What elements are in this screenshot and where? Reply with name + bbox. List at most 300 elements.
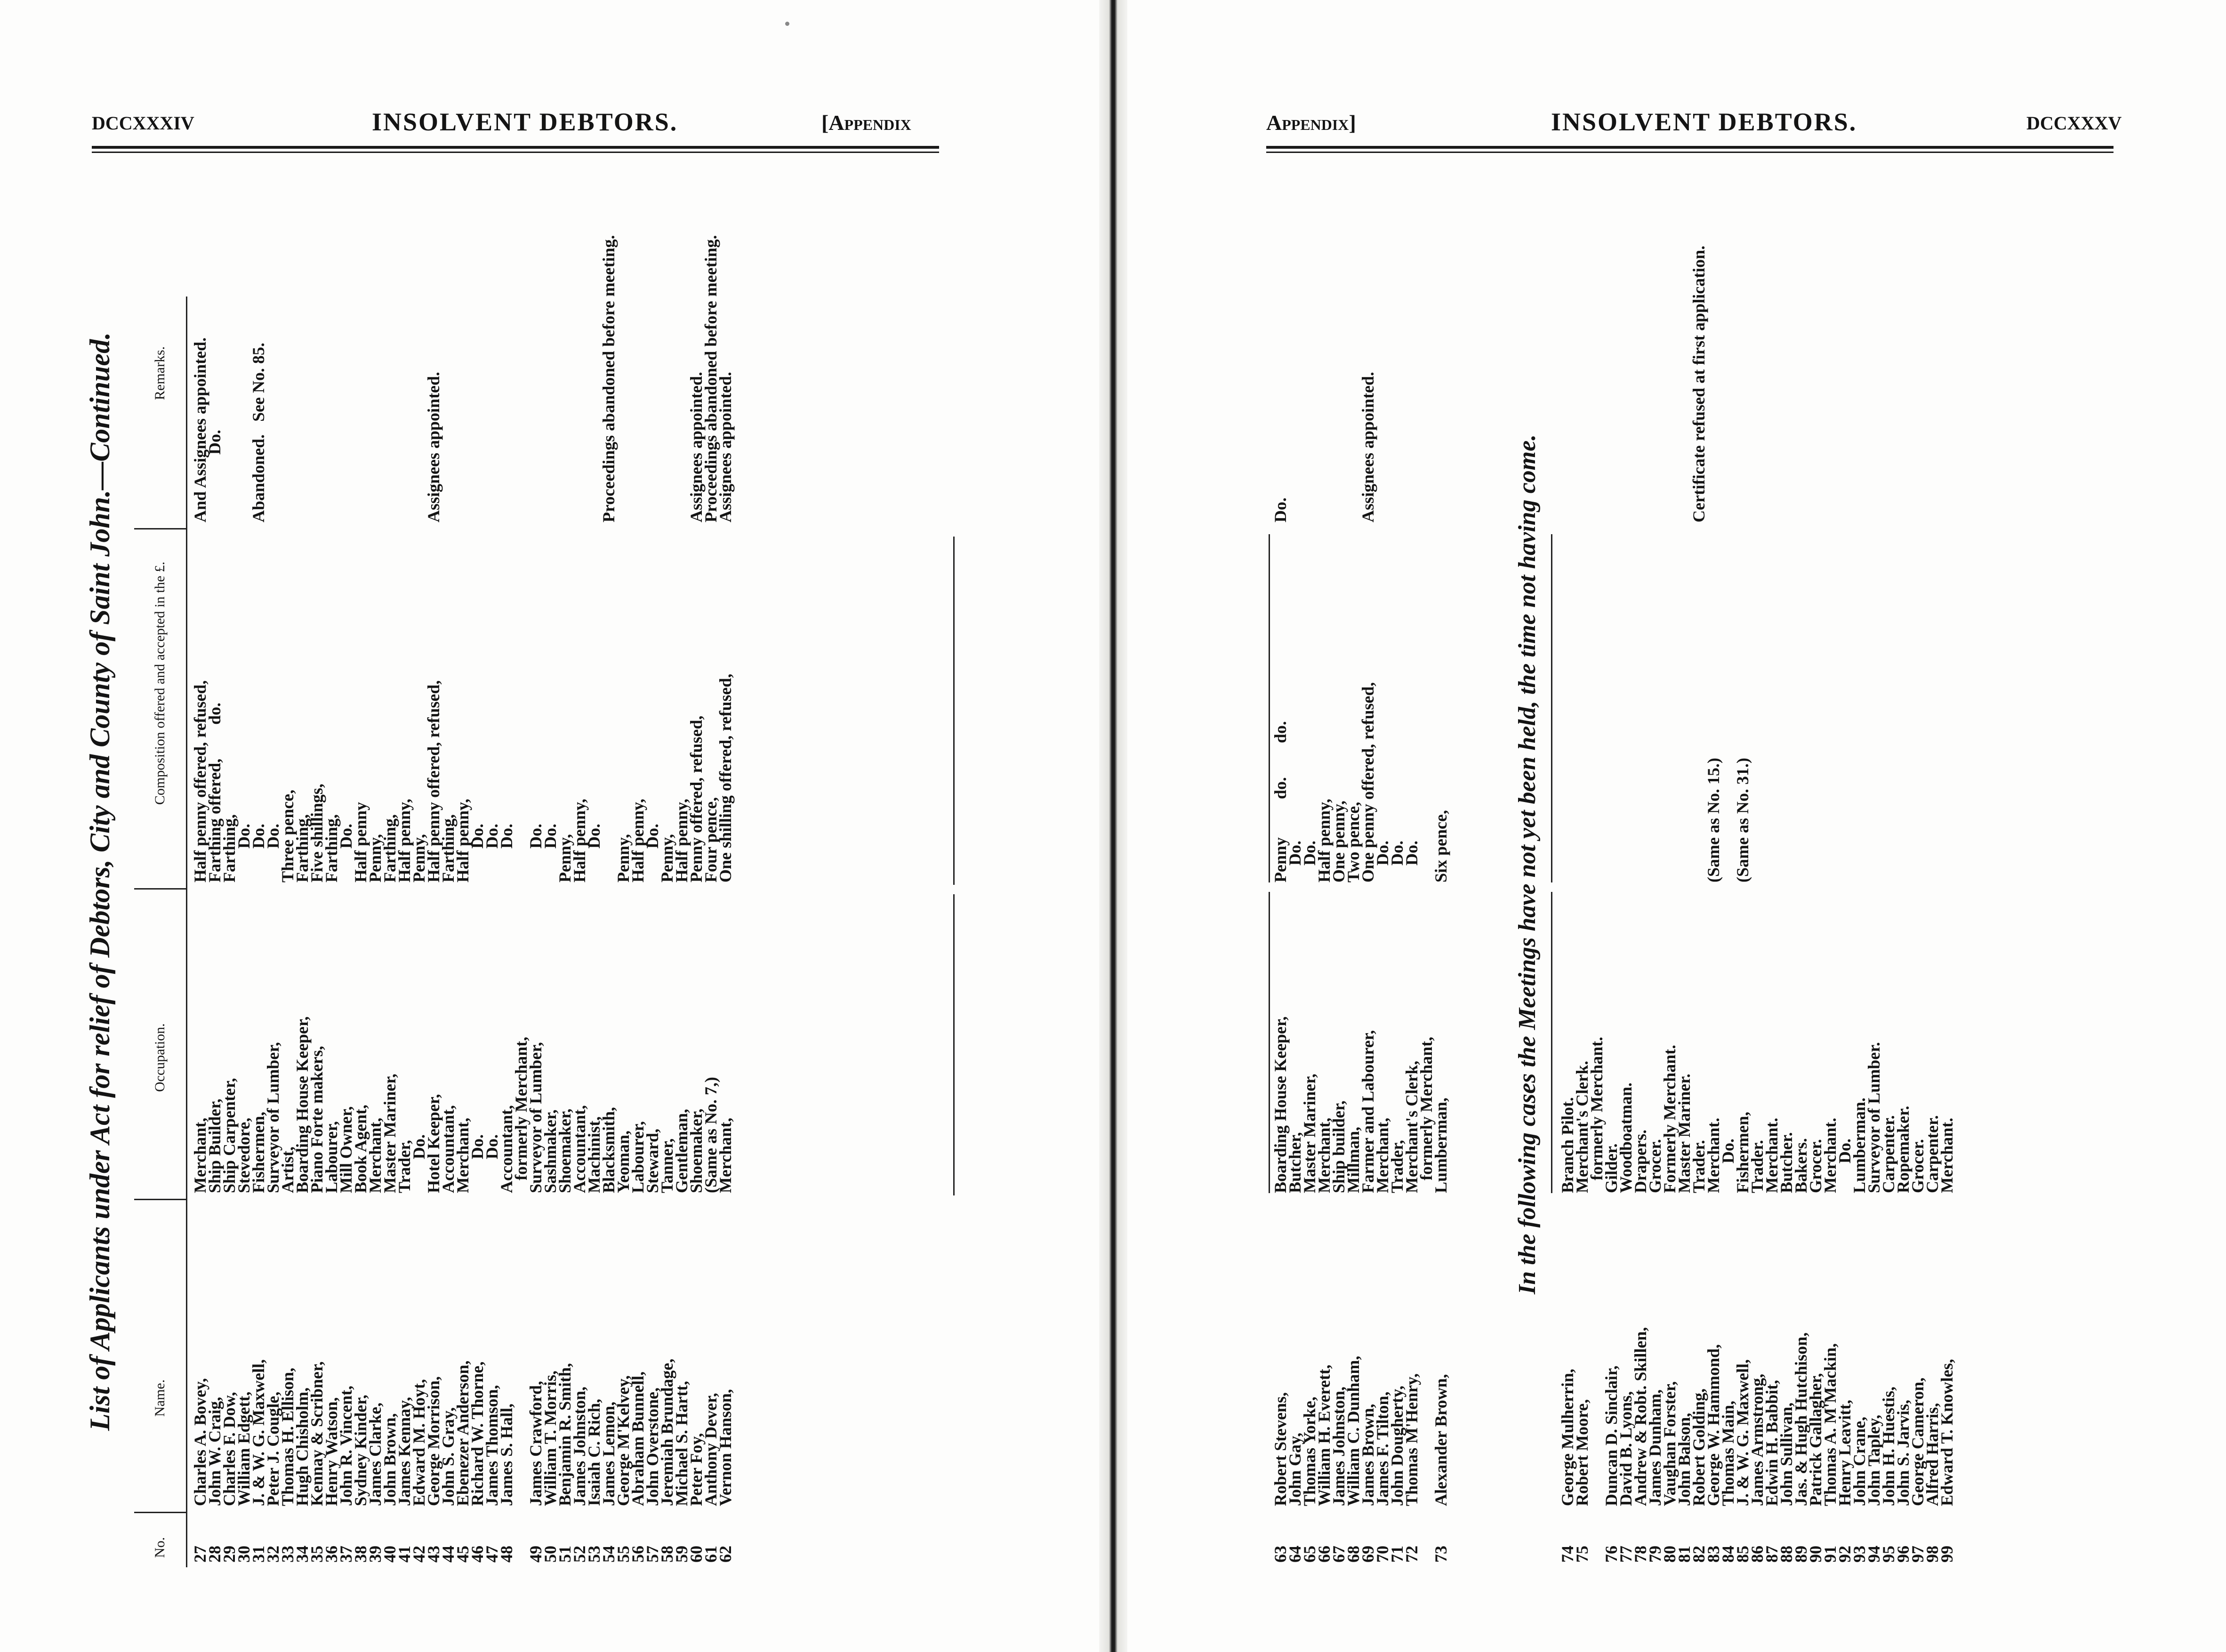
- cell-name: Vernon Hanson,: [716, 1389, 735, 1506]
- cell-occ: Accountant,: [439, 1105, 458, 1193]
- cell-occ: Carpenter.: [1879, 1115, 1898, 1193]
- cell-occ: Do.: [410, 1134, 428, 1193]
- cell-no: 96: [1894, 1546, 1913, 1563]
- cell-rem: Assignees appointed.: [687, 371, 706, 522]
- cell-comp: Farthing,: [322, 814, 341, 882]
- cell-occ: Surveyor of Lumber,: [526, 1042, 545, 1193]
- cell-name: John Tapley,: [1864, 1414, 1883, 1506]
- cell-comp: Do.: [249, 824, 268, 882]
- cell-name: Thomas M'Henry,: [1402, 1373, 1421, 1506]
- cell-comp: Half penny,: [628, 798, 647, 882]
- cell-name: James Armstrong,: [1748, 1373, 1767, 1506]
- cell-no: 69: [1358, 1546, 1377, 1563]
- header-remarks: Remarks.: [152, 346, 168, 400]
- cell-no: 42: [410, 1546, 428, 1563]
- cell-name: Edward T. Knowles,: [1937, 1359, 1956, 1506]
- cell-occ: Merchant's Clerk,: [1402, 1060, 1421, 1193]
- cell-no: 65: [1300, 1546, 1319, 1563]
- cell-occ: Merchant,: [1373, 1117, 1392, 1193]
- cell-rem: Assignees appointed.: [716, 371, 735, 522]
- cell-name: George Morrison,: [424, 1376, 443, 1506]
- cell-name: Alfred Harris,: [1923, 1403, 1942, 1506]
- cell-no: 59: [672, 1546, 691, 1563]
- cell-no: 51: [555, 1546, 574, 1563]
- cell-no: 99: [1937, 1546, 1956, 1563]
- cell-no: 32: [264, 1546, 282, 1563]
- cell-comp: Do.: [497, 824, 516, 882]
- cell-name: Benjamin R. Smith,: [555, 1363, 574, 1506]
- cell-name: Henry Watson,: [322, 1397, 341, 1506]
- cell-name: John Overstone,: [643, 1387, 662, 1506]
- cell-name: George M'Kelvey,: [614, 1375, 633, 1506]
- cell-occ: Merchant.: [1704, 1117, 1723, 1193]
- cell-no: 87: [1762, 1546, 1781, 1563]
- cell-comp: Do.: [1388, 841, 1406, 882]
- cell-name: Andrew & Robt. Skillen,: [1631, 1327, 1650, 1506]
- cell-no: 50: [541, 1546, 560, 1563]
- cell-comp: Penny,: [658, 834, 676, 882]
- cell-occ: Do.: [1719, 1139, 1737, 1193]
- cell-occ: Carpenter.: [1923, 1115, 1942, 1193]
- cell-no: 71: [1388, 1546, 1406, 1563]
- cell-name: Patrick Gallagher,: [1806, 1373, 1825, 1506]
- cell-no: 53: [585, 1546, 603, 1563]
- cell-name: Thomas A. M'Mackin,: [1821, 1343, 1840, 1506]
- page-number: DCCXXXIV: [92, 112, 194, 134]
- col-rule: [1269, 534, 1270, 882]
- cell-comp: Farthing,: [439, 814, 458, 882]
- cell-name: Edward M. Hoyt,: [410, 1379, 428, 1506]
- header-no: No.: [152, 1537, 168, 1558]
- header-rule: [92, 146, 939, 149]
- cell-no: 72: [1402, 1546, 1421, 1563]
- cell-comp: (Same as No. 15.): [1704, 758, 1723, 882]
- header-rule-thin: [92, 152, 939, 153]
- cell-name: Robert Stevens,: [1271, 1392, 1290, 1506]
- cell-name: James Thomson,: [482, 1385, 501, 1506]
- cell-no: 80: [1660, 1546, 1679, 1563]
- cell-occ: Grocer.: [1806, 1139, 1825, 1193]
- cell-occ: Millman,: [1344, 1127, 1363, 1193]
- cell-name: John Balson,: [1675, 1412, 1694, 1506]
- cell-comp: Half penny offered, refused,: [424, 680, 443, 882]
- cell-occ: Accountant,: [570, 1105, 589, 1193]
- cell-occ: Ship Builder,: [205, 1099, 224, 1193]
- cell-occ: Gentleman,: [672, 1109, 691, 1193]
- header-underline: [186, 297, 187, 1567]
- cell-name: Hugh Chisholm,: [293, 1387, 312, 1506]
- cell-name: William H. Everett,: [1315, 1364, 1334, 1506]
- cell-name: John R. Vincent,: [337, 1385, 355, 1506]
- col-sep: [134, 888, 187, 890]
- cell-comp: Farthing,: [293, 814, 312, 882]
- cell-occ: Farmer and Labourer,: [1358, 1030, 1377, 1193]
- cell-no: 90: [1806, 1546, 1825, 1563]
- cell-occ: Fishermen,: [249, 1112, 268, 1193]
- cell-occ: Grocer.: [1908, 1139, 1927, 1193]
- cell-occ: Stevedore,: [234, 1117, 253, 1193]
- cell-no: 46: [468, 1546, 487, 1563]
- cell-comp: Penny offered, refused,: [687, 715, 706, 882]
- cell-no: 76: [1602, 1546, 1621, 1563]
- cell-occ: Merchant,: [366, 1117, 385, 1193]
- cell-occ: Labourer,: [628, 1121, 647, 1193]
- cell-name: Thomas Yorke,: [1300, 1396, 1319, 1506]
- cell-occ: Mill Owner,: [337, 1106, 355, 1193]
- cell-comp: One shilling offered, refused,: [716, 674, 735, 882]
- cell-comp: Do.: [1373, 841, 1392, 882]
- cell-no: 61: [701, 1546, 720, 1563]
- cell-occ: Branch Pilot.: [1558, 1097, 1577, 1193]
- cell-name: James Kennay,: [395, 1396, 414, 1506]
- cell-occ: Boarding House Keeper,: [293, 1016, 312, 1193]
- cell-occ: (Same as No. 7,): [701, 1077, 720, 1193]
- pending-note: In the following cases the Meetings have not yet been held, the time not having come.: [1514, 434, 1541, 1294]
- cell-name: Abraham Bunnell,: [628, 1371, 647, 1506]
- cell-comp: Half penny,: [395, 798, 414, 882]
- col-rule: [1551, 892, 1552, 1193]
- cell-no: 36: [322, 1546, 341, 1563]
- cell-no: 79: [1646, 1546, 1664, 1563]
- cell-occ: Ropemaker.: [1894, 1106, 1913, 1193]
- cell-name: James Johnston,: [570, 1386, 589, 1506]
- cell-comp: Do.: [585, 824, 603, 882]
- cell-name: James Johnston,: [1329, 1386, 1348, 1506]
- cell-comp: Farthing,: [380, 814, 399, 882]
- cell-occ: Hotel Keeper,: [424, 1094, 443, 1193]
- cell-no: 81: [1675, 1546, 1694, 1563]
- speck: [785, 22, 789, 26]
- cell-occ: Lumberman,: [1431, 1097, 1450, 1193]
- cell-occ: formerly Merchant,: [1417, 1036, 1436, 1193]
- cell-occ: Merchant,: [716, 1117, 735, 1193]
- header-occupation: Occupation.: [152, 1023, 168, 1092]
- cell-no: 68: [1344, 1546, 1363, 1563]
- cell-no: 84: [1719, 1546, 1737, 1563]
- cell-name: James F. Tilton,: [1373, 1391, 1392, 1506]
- cell-name: John H. Huestis,: [1879, 1386, 1898, 1506]
- cell-comp: Penny,: [555, 834, 574, 882]
- cell-name: Duncan D. Sinclair,: [1602, 1365, 1621, 1506]
- header-composition: Composition offered and accepted in the £.: [152, 561, 168, 805]
- cell-no: 70: [1373, 1546, 1392, 1563]
- cell-no: 82: [1689, 1546, 1708, 1563]
- cell-comp: Do.: [541, 824, 560, 882]
- cell-occ: Trader.: [1748, 1140, 1767, 1193]
- cell-rem: Assignees appointed.: [424, 371, 443, 522]
- cell-occ: Surveyor of Lumber,: [264, 1042, 282, 1193]
- cell-name: John W. Craig,: [205, 1396, 224, 1506]
- cell-comp: Do.: [482, 824, 501, 882]
- page-number: DCCXXXV: [2026, 112, 2122, 134]
- cell-rem: Proceedings abandoned before meeting.: [701, 235, 720, 522]
- cell-name: Charles A. Bovey,: [191, 1378, 209, 1506]
- cell-rem: And Assignees appointed.: [191, 337, 209, 522]
- cell-no: 77: [1616, 1546, 1635, 1563]
- cell-occ: Artist,: [278, 1147, 297, 1193]
- cell-no: 41: [395, 1546, 414, 1563]
- cell-no: 78: [1631, 1546, 1650, 1563]
- cell-occ: Surveyor of Lumber.: [1864, 1042, 1883, 1193]
- cell-name: Edwin H. Babbit,: [1762, 1379, 1781, 1506]
- cell-occ: Blacksmith,: [599, 1107, 618, 1193]
- cell-no: 28: [205, 1546, 224, 1563]
- cell-rem: Proceedings abandoned before meeting.: [599, 235, 618, 522]
- cell-occ: Fishermen,: [1733, 1112, 1752, 1193]
- cell-name: Thomas H. Ellison,: [278, 1367, 297, 1506]
- cell-occ: Merchant's Clerk.: [1573, 1060, 1591, 1193]
- cell-no: 97: [1908, 1546, 1927, 1563]
- cell-comp: Farthing offered, do.: [205, 702, 224, 882]
- col-sep: [134, 1199, 187, 1200]
- cell-occ: Butcher,: [1286, 1132, 1304, 1193]
- cell-occ: Trader,: [1388, 1140, 1406, 1193]
- cell-comp: Do.: [234, 824, 253, 882]
- cell-name: William Edgett,: [234, 1391, 253, 1506]
- cell-no: 31: [249, 1546, 268, 1563]
- cell-comp: Do.: [526, 824, 545, 882]
- cell-occ: Ship builder,: [1329, 1100, 1348, 1193]
- cell-no: 73: [1431, 1546, 1450, 1563]
- col-sep: [134, 528, 187, 529]
- cell-occ: Bakers.: [1792, 1138, 1810, 1193]
- cell-name: J. & W. G. Maxwell,: [1733, 1359, 1752, 1506]
- cell-occ: Drapers.: [1631, 1130, 1650, 1193]
- cell-occ: Trader,: [395, 1140, 414, 1193]
- cell-occ: Tanner,: [658, 1138, 676, 1193]
- cell-no: 27: [191, 1546, 209, 1563]
- cell-occ: Grocer.: [1646, 1139, 1664, 1193]
- cell-occ: Labourer,: [322, 1121, 341, 1193]
- cell-name: James Dunham,: [1646, 1389, 1664, 1506]
- cell-occ: Accountant,: [497, 1105, 516, 1193]
- col-sep: [134, 1512, 187, 1513]
- cell-name: James Clarke,: [366, 1403, 385, 1506]
- cell-no: 66: [1315, 1546, 1334, 1563]
- cell-no: 56: [628, 1546, 647, 1563]
- cell-name: James S. Hall,: [497, 1403, 516, 1506]
- cell-no: 48: [497, 1546, 516, 1563]
- cell-no: 67: [1329, 1546, 1348, 1563]
- cell-occ: Master Mariner,: [1300, 1074, 1319, 1193]
- cell-name: Richard W. Thorne,: [468, 1361, 487, 1506]
- cell-occ: Yeoman,: [614, 1131, 633, 1193]
- book-gutter: [1099, 0, 1127, 1652]
- cell-name: Peter J. Cougle,: [264, 1391, 282, 1506]
- col-rule: [953, 537, 955, 885]
- cell-no: 94: [1864, 1546, 1883, 1563]
- cell-occ: Steward,: [643, 1129, 662, 1193]
- cell-occ: Master Mariner,: [380, 1074, 399, 1193]
- cell-name: Kennay & Scribner,: [307, 1361, 326, 1506]
- running-title: INSOLVENT DEBTORS.: [372, 108, 678, 136]
- cell-occ: Lumberman.: [1850, 1097, 1869, 1193]
- cell-no: 75: [1573, 1546, 1591, 1563]
- col-rule: [1551, 534, 1552, 882]
- col-rule: [1269, 892, 1270, 1193]
- cell-no: 29: [220, 1546, 239, 1563]
- cell-occ: formerly Merchant.: [1587, 1036, 1606, 1193]
- cell-rem: Do.: [1271, 497, 1290, 522]
- cell-no: 92: [1835, 1546, 1854, 1563]
- cell-comp: Do.: [337, 824, 355, 882]
- cell-occ: Do.: [1835, 1139, 1854, 1193]
- cell-name: James Brown,: [1358, 1403, 1377, 1506]
- cell-name: John S. Gray,: [439, 1407, 458, 1506]
- cell-comp: Four pence,: [701, 797, 720, 882]
- section-label: Appendix]: [1266, 111, 1356, 135]
- cell-name: William C. Dunham,: [1344, 1355, 1363, 1506]
- cell-comp: Penny do. do.: [1271, 721, 1290, 882]
- cell-name: Robert Moore,: [1573, 1399, 1591, 1506]
- cell-comp: Half penny,: [453, 798, 472, 882]
- cell-rem: Assignees appointed.: [1358, 371, 1377, 522]
- cell-occ: formerly Merchant,: [512, 1036, 530, 1193]
- cell-name: Jas. & Hugh Hutchison,: [1792, 1332, 1810, 1506]
- header-name: Name.: [152, 1379, 168, 1417]
- cell-no: 37: [337, 1546, 355, 1563]
- cell-occ: Merchant.: [1937, 1117, 1956, 1193]
- cell-no: 43: [424, 1546, 443, 1563]
- cell-name: Henry Leavitt,: [1835, 1400, 1854, 1506]
- cell-name: George Cameron,: [1908, 1377, 1927, 1506]
- cell-comp: Do.: [264, 824, 282, 882]
- cell-name: Alexander Brown,: [1431, 1374, 1450, 1506]
- cell-name: J. & W. G. Maxwell,: [249, 1359, 268, 1506]
- cell-no: 60: [687, 1546, 706, 1563]
- cell-name: James Lemon,: [599, 1402, 618, 1506]
- cell-no: 38: [351, 1546, 370, 1563]
- cell-no: 57: [643, 1546, 662, 1563]
- cell-occ: Ship Carpenter,: [220, 1078, 239, 1193]
- cell-rem: Do.: [205, 430, 224, 522]
- cell-comp: Do.: [643, 824, 662, 882]
- cell-no: 40: [380, 1546, 399, 1563]
- cell-rem: Certificate refused at first application.: [1689, 245, 1708, 522]
- cell-name: George W. Hammond,: [1704, 1344, 1723, 1506]
- cell-occ: Butcher.: [1777, 1132, 1796, 1193]
- cell-comp: Do.: [1300, 841, 1319, 882]
- cell-occ: Trader.: [1689, 1140, 1708, 1193]
- cell-occ: Merchant,: [191, 1117, 209, 1193]
- cell-occ: Sashmaker,: [541, 1109, 560, 1193]
- cell-occ: Merchant,: [453, 1117, 472, 1193]
- cell-occ: Shoemaker,: [555, 1108, 574, 1193]
- cell-name: James Crawford,: [526, 1381, 545, 1506]
- cell-comp: Half penny: [351, 802, 370, 882]
- cell-no: 47: [482, 1546, 501, 1563]
- header-rule-thin: [1266, 152, 2113, 153]
- left-page: [0, 0, 1099, 1652]
- cell-comp: Half penny,: [570, 798, 589, 882]
- cell-no: 54: [599, 1546, 618, 1563]
- cell-occ: Merchant,: [1315, 1117, 1334, 1193]
- cell-no: 85: [1733, 1546, 1752, 1563]
- cell-no: 58: [658, 1546, 676, 1563]
- cell-comp: Farthing,: [220, 814, 239, 882]
- cell-comp: Half penny offered, refused,: [191, 680, 209, 882]
- table-caption: List of Applicants under Act for relief of Debtors, City and County of Saint John.—Continued.: [84, 332, 115, 1431]
- cell-comp: One penny offered, refused,: [1358, 682, 1377, 882]
- cell-no: 74: [1558, 1546, 1577, 1563]
- cell-no: 33: [278, 1546, 297, 1563]
- cell-name: Sydney Kinder,: [351, 1395, 370, 1506]
- cell-occ: Do.: [468, 1134, 487, 1193]
- cell-no: 34: [293, 1546, 312, 1563]
- cell-name: Thomas Main,: [1719, 1400, 1737, 1506]
- cell-no: 39: [366, 1546, 385, 1563]
- cell-no: 88: [1777, 1546, 1796, 1563]
- cell-occ: Merchant.: [1762, 1117, 1781, 1193]
- cell-occ: Machinist,: [585, 1116, 603, 1193]
- cell-name: Michael S. Hartt,: [672, 1381, 691, 1506]
- cell-comp: Do.: [468, 824, 487, 882]
- cell-no: 98: [1923, 1546, 1942, 1563]
- cell-name: Jeremiah Brundage,: [658, 1358, 676, 1506]
- col-rule: [953, 894, 955, 1195]
- cell-name: Robert Golding,: [1689, 1388, 1708, 1506]
- cell-comp: One penny,: [1329, 800, 1348, 882]
- cell-name: John S. Jarvis,: [1894, 1399, 1913, 1506]
- cell-name: Ebenezer Anderson,: [453, 1360, 472, 1506]
- cell-comp: Two pence,: [1344, 802, 1363, 882]
- cell-name: John Gay,: [1286, 1432, 1304, 1506]
- cell-no: 64: [1286, 1546, 1304, 1563]
- cell-occ: Do.: [482, 1134, 501, 1193]
- cell-name: John Dougherty,: [1388, 1385, 1406, 1506]
- cell-name: David B. Lyons,: [1616, 1391, 1635, 1506]
- header-rule: [1266, 146, 2113, 149]
- cell-comp: Penny,: [614, 834, 633, 882]
- section-label: [Appendix: [821, 111, 911, 135]
- cell-occ: Formerly Merchant.: [1660, 1044, 1679, 1193]
- cell-no: 44: [439, 1546, 458, 1563]
- cell-occ: Boarding House Keeper,: [1271, 1016, 1290, 1193]
- cell-comp: Penny,: [366, 834, 385, 882]
- running-title: INSOLVENT DEBTORS.: [1551, 108, 1857, 136]
- cell-no: 62: [716, 1546, 735, 1563]
- cell-no: 55: [614, 1546, 633, 1563]
- cell-comp: Penny,: [410, 834, 428, 882]
- cell-no: 52: [570, 1546, 589, 1563]
- right-page: [1127, 0, 2226, 1652]
- cell-comp: Do.: [1286, 841, 1304, 882]
- cell-name: Isaiah C. Rich,: [585, 1398, 603, 1506]
- cell-no: 93: [1850, 1546, 1869, 1563]
- cell-occ: Master Mariner.: [1675, 1074, 1694, 1193]
- cell-comp: Three pence,: [278, 789, 297, 882]
- cell-occ: Gilder.: [1602, 1143, 1621, 1193]
- cell-no: 89: [1792, 1546, 1810, 1563]
- cell-comp: Do.: [1402, 841, 1421, 882]
- cell-no: 63: [1271, 1546, 1290, 1563]
- cell-name: John Brown,: [380, 1413, 399, 1506]
- cell-rem: Abandoned. See No. 85.: [249, 342, 268, 522]
- cell-no: 45: [453, 1546, 472, 1563]
- cell-name: William T. Morris,: [541, 1371, 560, 1506]
- cell-no: 83: [1704, 1546, 1723, 1563]
- cell-name: John Sullivan,: [1777, 1402, 1796, 1506]
- cell-name: Anthony Dever,: [701, 1393, 720, 1506]
- cell-no: 49: [526, 1546, 545, 1563]
- cell-name: Charles F. Dow,: [220, 1392, 239, 1506]
- cell-comp: Half penny,: [672, 798, 691, 882]
- cell-comp: Five shillings,: [307, 783, 326, 882]
- cell-comp: (Same as No. 31.): [1733, 758, 1752, 882]
- cell-comp: Half penny,: [1315, 798, 1334, 882]
- cell-occ: Woodboatman.: [1616, 1082, 1635, 1193]
- cell-comp: Six pence,: [1431, 810, 1450, 882]
